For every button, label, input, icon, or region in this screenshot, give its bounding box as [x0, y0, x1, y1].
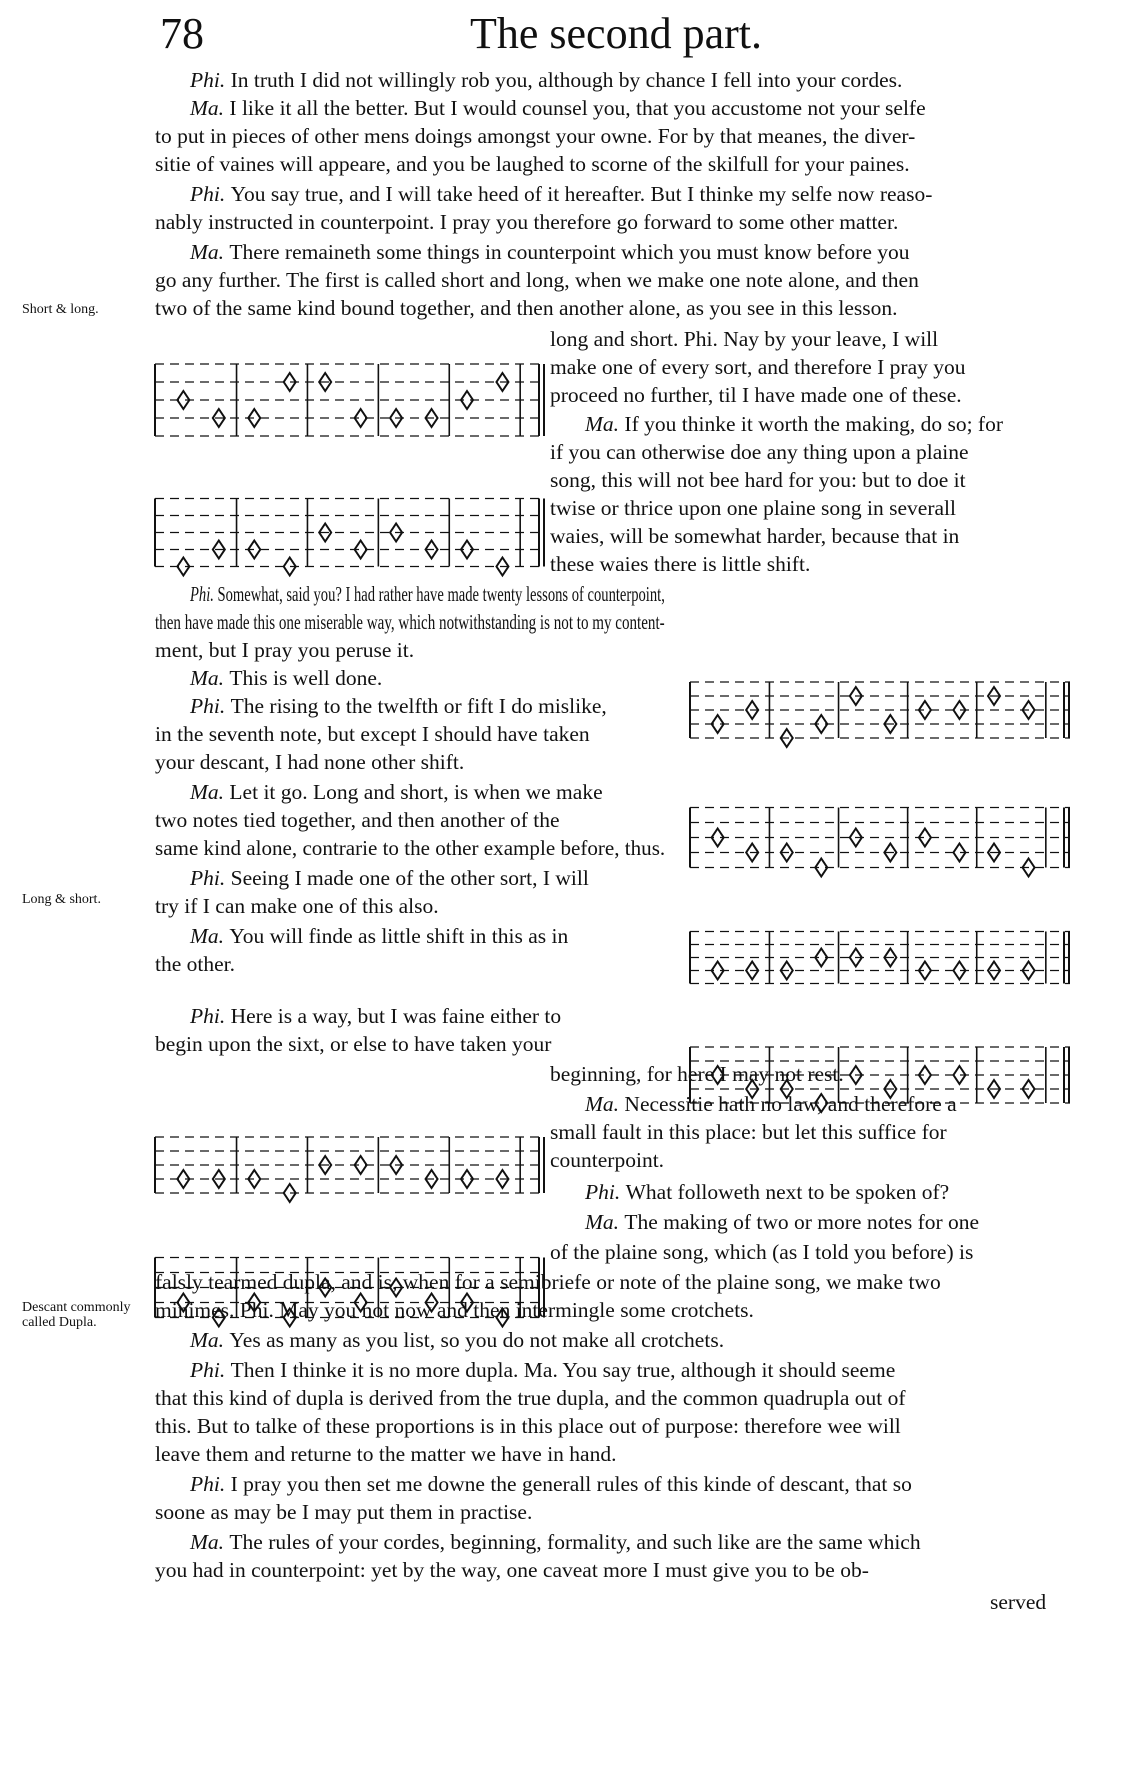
line-text: I pray you then set me downe the generall rules of this kinde of descant, that so: [230, 1472, 912, 1496]
speaker-label: Ma.: [585, 412, 625, 436]
line-text: long and short. Phi. Nay by your leave, I will: [550, 327, 939, 351]
line-text: There remaineth some things in counterpoint which you must know before you: [229, 240, 910, 264]
text-line: [190, 182, 932, 206]
line-text: You say true, and I will take heed of it hereafter. But I thinke my selfe now reaso-: [230, 182, 933, 206]
text-line: [190, 68, 902, 92]
line-text: make one of every sort, and therefore I pray you: [550, 355, 966, 379]
text-line: [550, 327, 938, 351]
margin-note-long-short: Long & short.: [22, 892, 101, 907]
text-line: [585, 1180, 949, 1204]
line-text: then have made this one miserable way, which notwithstanding is not to my content-: [155, 610, 665, 634]
line-text: that this kind of dupla is derived from the true dupla, and the common quadrupla out of: [155, 1386, 906, 1410]
music-staff: [155, 1250, 545, 1325]
line-text: this. But to talke of these proportions is in this place out of purpose: therefore wee will: [155, 1414, 901, 1438]
speaker-label: Ma.: [585, 1210, 625, 1234]
page-number: 78: [160, 9, 204, 58]
line-text: leave them and returne to the matter we have in hand.: [155, 1442, 617, 1466]
text-line: [155, 952, 235, 976]
line-text: same kind alone, contrarie to the other example before, thus.: [155, 836, 666, 860]
line-text: Seeing I made one of the other sort, I will: [230, 866, 589, 890]
text-line: [155, 268, 919, 292]
text-line: [550, 355, 966, 379]
line-text: to put in pieces of other mens doings amongst your owne. For by that meanes, the diver-: [155, 124, 916, 148]
line-text: Yes as many as you list, so you do not make all crotchets.: [229, 1328, 725, 1352]
text-line: [155, 1032, 551, 1056]
line-text: nably instructed in counterpoint. I pray you therefore go forward to some other matter.: [155, 210, 899, 234]
text-line: [550, 1148, 664, 1172]
text-line: [190, 924, 568, 948]
speaker-label: Phi.: [585, 1180, 626, 1204]
text-line: [155, 750, 464, 774]
text-line: [155, 1442, 616, 1466]
line-text: these waies there is little shift.: [550, 552, 811, 576]
speaker-label: Phi.: [190, 1004, 231, 1028]
line-text: small fault in this place: but let this suffice for: [550, 1120, 947, 1144]
text-line: [155, 296, 898, 320]
line-text: served: [990, 1590, 1047, 1614]
speaker-label: Phi.: [190, 694, 231, 718]
margin-note-short-long: Short & long.: [22, 302, 99, 317]
music-staff: [690, 675, 1070, 745]
text-line: [550, 524, 959, 548]
line-text: try if I can make one of this also.: [155, 894, 439, 918]
text-line: [190, 866, 589, 890]
line-text: This is well done.: [229, 666, 383, 690]
text-line: [550, 1240, 973, 1264]
music-staff: [690, 1040, 1070, 1110]
line-text: minimes. Phi. May you not now and then intermingle some crotchets.: [155, 1298, 754, 1322]
music-staff: [690, 925, 1070, 990]
text-line: [190, 1328, 724, 1352]
text-line: [155, 1414, 901, 1438]
line-text: twise or thrice upon one plaine song in severall: [550, 496, 957, 520]
text-line: [550, 1120, 947, 1144]
text-line: [155, 1558, 869, 1582]
line-text: sitie of vaines will appeare, and you be laughed to scorne of the skilfull for your paines.: [155, 152, 910, 176]
line-text: Then I thinke it is no more dupla. Ma. You say true, although it should seeme: [230, 1358, 896, 1382]
line-text: waies, will be somewhat harder, because that in: [550, 524, 960, 548]
line-text: two of the same kind bound together, and then another alone, as you see in this lesson.: [155, 296, 898, 320]
line-text: falsly tearmed dupla, and is, when for a semibriefe or note of the plaine song, we make two: [155, 1270, 941, 1294]
line-text: What followeth next to be spoken of?: [625, 1180, 950, 1204]
text-line: [550, 496, 956, 520]
text-line: [190, 96, 926, 120]
speaker-label: Ma.: [190, 924, 230, 948]
margin-note-dupla: Descant commonly called Dupla.: [22, 1300, 131, 1330]
text-line: [155, 808, 560, 832]
text-line: [155, 210, 898, 234]
text-line: [155, 1386, 906, 1410]
speaker-label: Ma.: [190, 666, 230, 690]
line-text: counterpoint.: [550, 1148, 665, 1172]
text-line: [190, 1358, 895, 1382]
speaker-label: Phi.: [190, 582, 218, 606]
line-text: begin upon the sixt, or else to have taken your: [155, 1032, 552, 1056]
text-line: [155, 1500, 532, 1524]
text-line: [190, 240, 910, 264]
text-line: [190, 694, 607, 718]
text-line: [550, 468, 966, 492]
text-line: [585, 412, 1003, 436]
music-staff: [155, 490, 545, 575]
line-text: Necessitie hath no law, and therefore a: [624, 1092, 957, 1116]
speaker-label: Phi.: [190, 68, 231, 92]
line-text: In truth I did not willingly rob you, although by chance I fell into your cordes.: [230, 68, 903, 92]
speaker-label: Ma.: [190, 780, 230, 804]
speaker-label: Phi.: [190, 866, 231, 890]
line-text: I like it all the better. But I would counsel you, that you accustome not your selfe: [229, 96, 926, 120]
speaker-label: Ma.: [585, 1092, 625, 1116]
text-line: [550, 552, 810, 576]
text-line: [190, 780, 603, 804]
music-staff: [155, 1130, 545, 1200]
text-line: [550, 440, 969, 464]
text-line: [155, 638, 414, 662]
line-text: go any further. The first is called short and long, when we make one note alone, and then: [155, 268, 919, 292]
text-line: [550, 383, 962, 407]
line-text: Here is a way, but I was faine either to: [230, 1004, 562, 1028]
line-text: if you can otherwise doe any thing upon a plaine: [550, 440, 969, 464]
line-text: ment, but I pray you peruse it.: [155, 638, 415, 662]
speaker-label: Phi.: [190, 182, 231, 206]
text-line: [990, 1590, 1046, 1614]
text-line: [190, 1530, 921, 1554]
text-line: [155, 124, 915, 148]
text-line: [155, 722, 590, 746]
line-text: Somewhat, said you? I had rather have made twenty lessons of counterpoint,: [217, 582, 665, 606]
text-line: [155, 836, 665, 860]
text-line: [585, 1210, 979, 1234]
line-text: the other.: [155, 952, 236, 976]
line-text: You will finde as little shift in this as in: [229, 924, 569, 948]
line-text: If you thinke it worth the making, do so; for: [624, 412, 1004, 436]
line-text: The rising to the twelfth or fift I do mislike,: [230, 694, 607, 718]
speaker-label: Phi.: [190, 1472, 231, 1496]
text-line: [190, 666, 382, 690]
line-text: your descant, I had none other shift.: [155, 750, 465, 774]
music-staff: [690, 800, 1070, 875]
text-line: [190, 1472, 912, 1496]
line-text: proceed no further, til I have made one of these.: [550, 383, 962, 407]
text-line: [190, 1004, 561, 1028]
speaker-label: Ma.: [190, 96, 230, 120]
text-line: [155, 894, 439, 918]
page-title: The second part.: [470, 9, 762, 58]
text-line: [155, 610, 665, 634]
music-staff: [155, 355, 545, 445]
speaker-label: Ma.: [190, 1328, 230, 1352]
speaker-label: Phi.: [190, 1358, 231, 1382]
line-text: The rules of your cordes, beginning, formality, and such like are the same which: [229, 1530, 921, 1554]
line-text: of the plaine song, which (as I told you before) is: [550, 1240, 974, 1264]
speaker-label: Ma.: [190, 1530, 230, 1554]
line-text: soone as may be I may put them in practise.: [155, 1500, 533, 1524]
text-line: [190, 582, 665, 606]
line-text: beginning, for here I may not rest.: [550, 1062, 844, 1086]
line-text: song, this will not bee hard for you: but to doe it: [550, 468, 966, 492]
line-text: The making of two or more notes for one: [624, 1210, 980, 1234]
line-text: in the seventh note, but except I should have taken: [155, 722, 590, 746]
text-line: [155, 152, 910, 176]
line-text: Let it go. Long and short, is when we make: [229, 780, 603, 804]
line-text: you had in counterpoint: yet by the way, one caveat more I must give you to be ob-: [155, 1558, 869, 1582]
line-text: two notes tied together, and then another of the: [155, 808, 560, 832]
speaker-label: Ma.: [190, 240, 230, 264]
